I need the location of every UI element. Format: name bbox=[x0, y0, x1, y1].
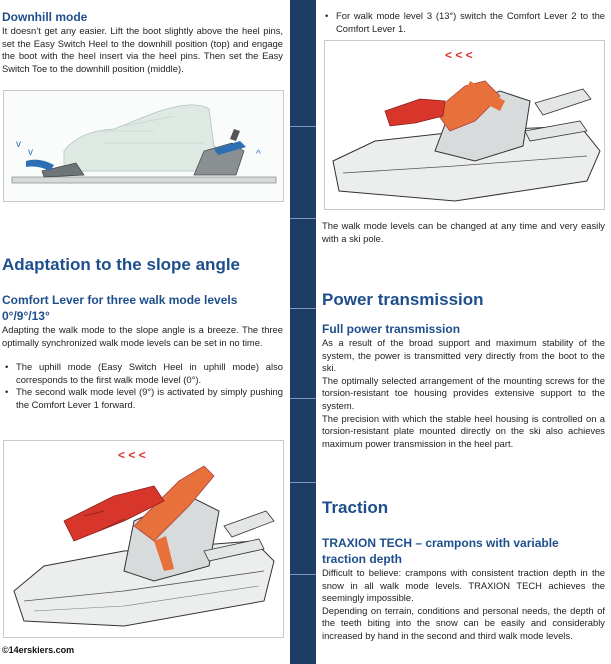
arrow-mark: < < < bbox=[118, 448, 146, 462]
full-power-heading: Full power transmission bbox=[322, 322, 461, 336]
full-power-text-3: The precision with which the stable heel housing is controlled on a torsion-resistant plate mounted directly on the ski also achieves maximum power transmission in the heel part. bbox=[322, 412, 605, 449]
traction-heading: Traction bbox=[322, 498, 389, 517]
traxion-text-2: Depending on terrain, conditions and personal needs, the depth of the teeth biting into the snow can be easily and considerably increased by hand in the second and third walk mode levels. bbox=[322, 604, 605, 641]
bullet-second-level: • The second walk mode level (9°) is activated by simply pushing the Comfort Lever 1 forward. bbox=[2, 386, 283, 411]
heel-binding-lever-2-illustration bbox=[325, 41, 604, 209]
boot-binding-illustration bbox=[4, 91, 283, 201]
comfort-lever-figure-1 bbox=[3, 440, 284, 638]
comfort-lever-text: Adapting the walk mode to the slope angle is a breeze. The three optimally synchronized walk mode levels can be set in no time. bbox=[2, 324, 283, 348]
downhill-mode-text: It doesn’t get any easier. Lift the boot slightly above the heel pins, set the Easy Switch Heel to the downhill position (top) and engage the boot with the heel insert via the heel pins. Then set the Easy Switch Toe to the downhill position (middle). bbox=[2, 25, 283, 74]
bullet-uphill-mode: • The uphill mode (Easy Switch Heel in uphill mode) also corresponds to the first walk mode level (0°). bbox=[2, 361, 283, 386]
copyright-text: ©14erskiers.com bbox=[2, 645, 75, 655]
adaptation-heading: Adaptation to the slope angle bbox=[2, 255, 241, 274]
traxion-text-1: Difficult to believe: crampons with consistent traction depth in the snow in all walk mode levels. TRAXION TECH achieves the seemingly impossible. bbox=[322, 567, 605, 604]
svg-text:v: v bbox=[28, 147, 33, 158]
svg-text:v: v bbox=[16, 139, 21, 150]
power-transmission-heading: Power transmission bbox=[322, 290, 484, 309]
full-power-text-2: The optimally selected arrangement of the mounting screws for the torsion-resistant toe housing provides extensive support to the system. bbox=[322, 374, 605, 411]
column-divider bbox=[290, 0, 316, 664]
downhill-mode-figure bbox=[3, 90, 284, 202]
downhill-mode-heading: Downhill mode bbox=[2, 10, 88, 24]
arrow-mark: < < < bbox=[445, 48, 473, 62]
walk-mode-change-text: The walk mode levels can be changed at any time and very easily with a ski pole. bbox=[322, 220, 605, 244]
heel-binding-lever-1-illustration bbox=[4, 441, 283, 637]
comfort-lever-heading: Comfort Lever for three walk mode levels 0°/9°/13° bbox=[2, 293, 238, 323]
full-power-text-1: As a result of the broad support and maximum stability of the system, the power is transmitted very directly from the boot to the ski. bbox=[322, 337, 605, 374]
bullet-third-level: • For walk mode level 3 (13°) switch the Comfort Lever 2 to the Comfort Lever 1. bbox=[322, 10, 605, 35]
traxion-tech-heading: TRAXION TECH – crampons with variable traction depth bbox=[322, 536, 559, 566]
comfort-lever-figure-2 bbox=[324, 40, 605, 210]
svg-text:^: ^ bbox=[256, 149, 261, 160]
